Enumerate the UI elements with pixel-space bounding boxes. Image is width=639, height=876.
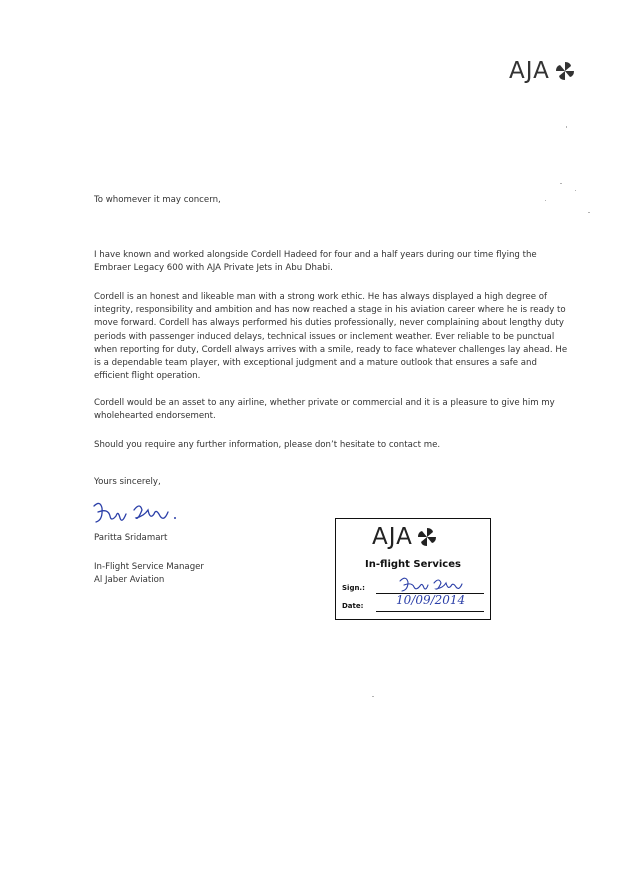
signer-company: Al Jaber Aviation bbox=[94, 575, 165, 586]
stamp-date-line bbox=[376, 611, 484, 612]
logo-text: AJA bbox=[509, 58, 550, 84]
paragraph-2: Cordell is an honest and likeable man with a strong work ethic. He has always displayed a high degree of integrity, responsibility and ambition and has now reached a stage in his aviation career where he is ready to move forward. Cordell has always performed his duties professionally, never complaining about lengthy duty periods with passenger induced delays, technical issues or inclement weather. Ever reliable to be punctual when reporting for duty, Cordell always arrives with a smile, ready to face whatever challenges lay ahead. He is a dependable team player, with exceptional judgment and a mature outlook that ensures a safe and efficient flight operation. bbox=[94, 292, 568, 382]
scan-speck bbox=[545, 200, 546, 201]
header-logo bbox=[509, 58, 576, 84]
scan-speck bbox=[372, 696, 374, 697]
scan-speck bbox=[588, 212, 590, 213]
stamp-title: In-flight Services bbox=[365, 559, 461, 570]
handwritten-signature bbox=[90, 498, 180, 528]
signer-details bbox=[94, 561, 294, 587]
stamp-logo bbox=[372, 524, 438, 550]
scan-speck bbox=[575, 190, 576, 191]
closing: Yours sincerely, bbox=[94, 477, 161, 487]
company-stamp bbox=[335, 518, 491, 620]
paragraph-3: Cordell would be an asset to any airline, whether private or commercial and it is a pleasure to give him my wholehearted endorsement. bbox=[94, 398, 555, 422]
signer-title: In-Flight Service Manager bbox=[94, 562, 204, 572]
aja-pinwheel-logo-icon bbox=[416, 526, 438, 548]
stamp-handwritten-signature bbox=[398, 575, 468, 593]
stamp-date-value: 10/09/2014 bbox=[396, 593, 466, 607]
scan-speck bbox=[566, 126, 567, 128]
aja-pinwheel-logo-icon bbox=[554, 60, 576, 82]
signer-name: Paritta Sridamart bbox=[94, 533, 168, 543]
stamp-sign-label: Sign.: bbox=[342, 584, 365, 592]
stamp-date-label: Date: bbox=[342, 602, 364, 610]
paragraph-1: I have known and worked alongside Cordell Hadeed for four and a half years during our time flying the Embraer Legacy 600 with AJA Private Jets in Abu Dhabi. bbox=[94, 250, 537, 274]
stamp-logo-text: AJA bbox=[372, 524, 413, 550]
scan-speck bbox=[560, 183, 562, 184]
greeting: To whomever it may concern, bbox=[94, 195, 221, 205]
paragraph-4: Should you require any further information, please don’t hesitate to contact me. bbox=[94, 440, 441, 450]
